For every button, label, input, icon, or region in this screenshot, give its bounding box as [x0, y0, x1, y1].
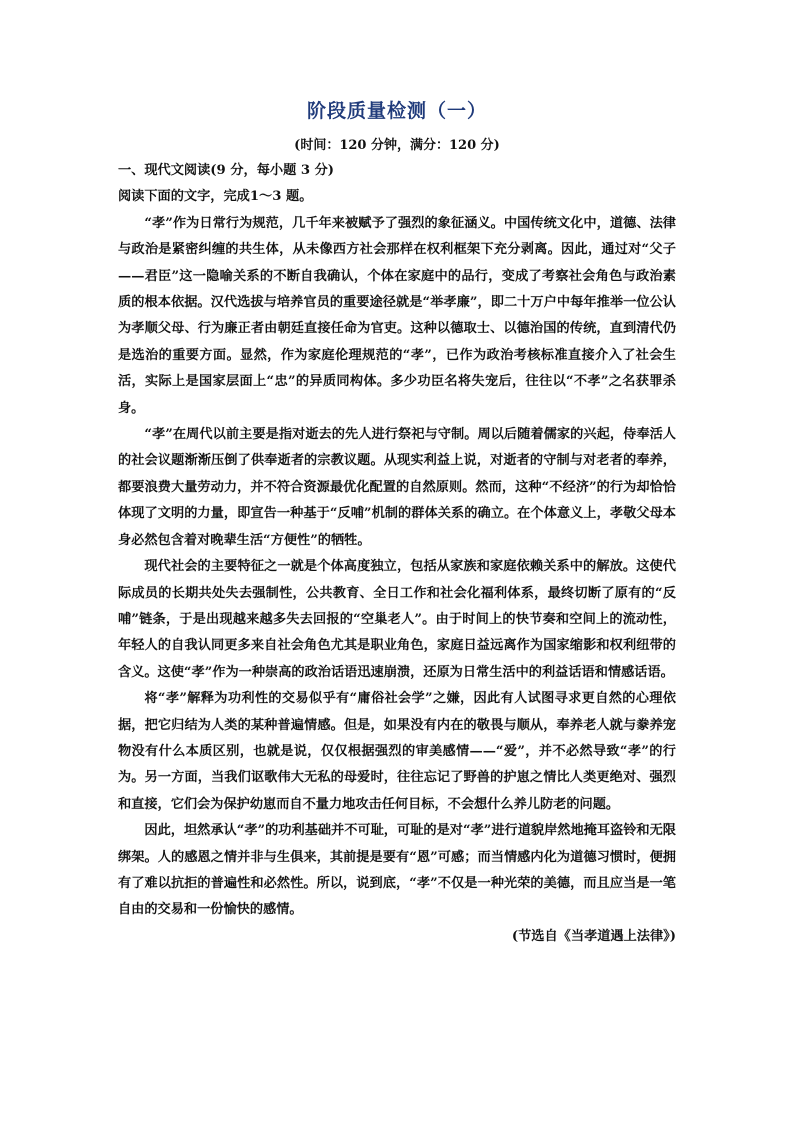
document-body — [118, 158, 676, 950]
section-heading: 一、现代文阅读(9 分，每小题 3 分) — [118, 163, 335, 178]
reading-instruction: 阅读下面的文字，完成1～3 题。 — [118, 189, 313, 205]
paragraph-5: 因此，坦然承认“孝”的功利基础并不可耻，可耻的是对“孝”进行道貌岸然地掩耳盗铃和无限绑架。人的感恩之情并非与生俱来，其前提是要有“恩”可感；而当情感内化为道德习惯时，便拥有了难以抗拒的普遍性和必然性。所以，说到底，“孝”不仅是一种光荣的美德，而且应当是一笔自由的交易和一份愉快的感情。 — [118, 823, 676, 918]
paragraph-1: “孝”作为日常行为规范，几千年来被赋予了强烈的象征涵义。中国传统文化中，道德、法律与政治是紧密纠缠的共生体，从未像西方社会那样在权利框架下充分剥离。因此，通过对“父子——君臣”这一隐喻关系的不断自我确认，个体在家庭中的品行，变成了考察社会角色与政治素质的根本依据。汉代选拔与培养官员的重要途径就是“举孝廉”，即二十万户中每年推举一位公认为孝顺父母、行为廉正者由朝廷直接任命为官吏。这种以德取士、以德治国的传统，直到清代仍是选治的重要方面。显然，作为家庭伦理规范的“孝”，已作为政治考核标准直接介入了社会生活，实际上是国家层面上“忠”的异质同构体。多少功臣名将失宠后，往往以“不孝”之名获罪杀身。 — [118, 215, 676, 416]
source-citation: (节选自《当孝道遇上法律》) — [511, 928, 676, 944]
paragraph-4: 将“孝”解释为功利性的交易似乎有“庸俗社会学”之嫌，因此有人试图寻求更自然的心理依据，把它归结为人类的某种普遍情感。但是，如果没有内在的敬畏与顺从，奉养老人就与豢养宠物没有什么本质区别，也就是说，仅仅根据强烈的审美感情——“爱”，并不必然导致“孝”的行为。另一方面，当我们讴歌伟大无私的母爱时，往往忘记了野兽的护崽之情比人类更绝对、强烈和直接，它们会为保护幼崽而自不量力地攻击任何目标，不会想什么养儿防老的问题。 — [118, 691, 676, 812]
paragraph-2: “孝”在周代以前主要是指对逝去的先人进行祭祀与守制。周以后随着儒家的兴起，侍奉活人的社会议题渐渐压倒了供奉逝者的宗教议题。从现实利益上说，对逝者的守制与对老者的奉养，都要浪费大量劳动力，并不符合资源最优化配置的自然原则。然而，这种“不经济”的行为却恰恰体现了文明的力量，即宣告一种基于“反哺”机制的群体关系的确立。在个体意义上，孝敬父母本身必然包含着对晚辈生活“方便性”的牺牲。 — [118, 427, 676, 548]
document-title: 阶段质量检测（一） — [306, 100, 487, 122]
paragraph-3: 现代社会的主要特征之一就是个体高度独立，包括从家族和家庭依赖关系中的解放。这使代际成员的长期共处失去强制性，公共教育、全日工作和社会化福利体系，最终切断了原有的“反哺”链条，于是出现越来越多失去回报的“空巢老人”。由于时间上的快节奏和空间上的流动性，年轻人的自我认同更多来自社会角色尤其是职业角色，家庭日益远离作为国家缩影和权利纽带的含义。这使“孝”作为一种崇高的政治话语迅速崩溃，还原为日常生活中的利益话语和情感话语。 — [118, 559, 676, 680]
exam-info: (时间：120 分钟，满分：120 分) — [294, 138, 500, 153]
